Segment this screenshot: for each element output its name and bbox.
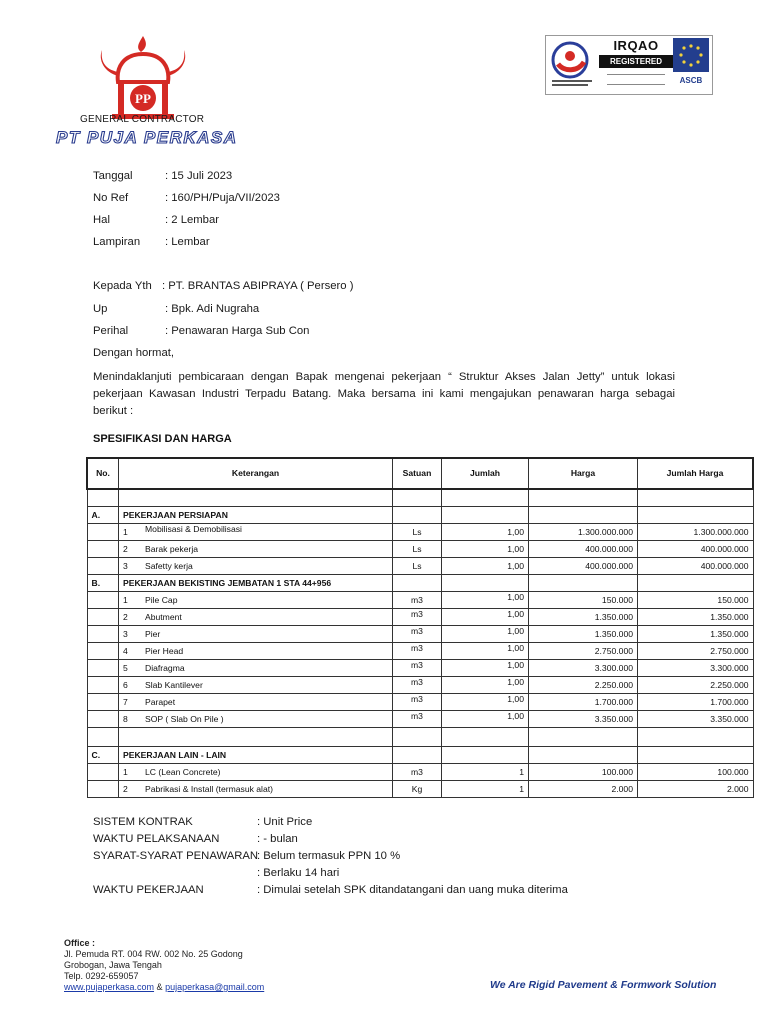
term-value-sistem-kontrak: : Unit Price bbox=[257, 816, 313, 828]
item-unit: m3 bbox=[411, 609, 423, 619]
irqao-name: IRQAO bbox=[613, 38, 659, 53]
field-value-up: : Bpk. Adi Nugraha bbox=[165, 303, 260, 315]
table-row bbox=[87, 643, 753, 660]
website-link[interactable]: www.pujaperkasa.com bbox=[64, 982, 155, 992]
item-price: 1.700.000 bbox=[529, 694, 638, 711]
item-unit: m3 bbox=[411, 660, 423, 670]
paragraph-line: Menindaklanjuti pembicaraan dengan Bapak mengenai pekerjaan “ Struktur Akses Jalan Jetty” untuk lokasi bbox=[93, 371, 675, 383]
item-total: 1.700.000 bbox=[638, 694, 754, 711]
spec-title: SPESIFIKASI DAN HARGA bbox=[93, 433, 232, 445]
item-price: 3.350.000 bbox=[529, 711, 638, 728]
item-qty: 1,00 bbox=[442, 524, 529, 541]
item-description: SOP ( Slab On Pile ) bbox=[145, 714, 224, 724]
col-header-satuan: Satuan bbox=[393, 458, 442, 489]
field-value-lampiran: : Lembar bbox=[165, 236, 210, 248]
table-section-row bbox=[87, 747, 753, 764]
item-qty: 1,00 bbox=[507, 694, 524, 704]
item-description: Safetty kerja bbox=[145, 561, 193, 571]
item-description: Pile Cap bbox=[145, 595, 178, 605]
field-value-tanggal: : 15 Juli 2023 bbox=[165, 170, 233, 182]
item-number: 1 bbox=[123, 527, 128, 537]
col-header-harga: Harga bbox=[529, 458, 638, 489]
divider bbox=[607, 74, 665, 75]
item-number: 3 bbox=[123, 561, 128, 571]
term-value-waktu-pelaksanaan: : - bulan bbox=[257, 833, 298, 845]
section-title: PEKERJAAN PERSIAPAN bbox=[119, 507, 393, 524]
section-title: PEKERJAAN BEKISTING JEMBATAN 1 STA 44+956 bbox=[119, 575, 393, 592]
col-header-jumlah: Jumlah bbox=[442, 458, 529, 489]
office-phone: Telp. 0292-659057 bbox=[64, 971, 139, 981]
field-label-lampiran: Lampiran bbox=[93, 236, 141, 248]
item-total: 2.250.000 bbox=[638, 677, 754, 694]
office-address-block bbox=[64, 938, 264, 993]
item-total: 400.000.000 bbox=[638, 541, 754, 558]
logo-pp-text: PP bbox=[135, 91, 151, 106]
item-number: 8 bbox=[123, 714, 128, 724]
company-subtitle: GENERAL CONTRACTOR bbox=[80, 114, 205, 125]
item-total: 400.000.000 bbox=[638, 558, 754, 575]
item-price: 150.000 bbox=[529, 592, 638, 609]
table-row bbox=[87, 541, 753, 558]
item-price: 2.250.000 bbox=[529, 677, 638, 694]
field-value-noref: : 160/PH/Puja/VII/2023 bbox=[165, 192, 280, 204]
item-price: 100.000 bbox=[529, 764, 638, 781]
table-row bbox=[87, 694, 753, 711]
term-label-syarat: SYARAT-SYARAT PENAWARAN bbox=[93, 850, 259, 862]
item-number: 2 bbox=[123, 784, 128, 794]
item-total: 2.750.000 bbox=[638, 643, 754, 660]
item-total: 3.300.000 bbox=[638, 660, 754, 677]
item-qty: 1,00 bbox=[507, 660, 524, 670]
ascb-logo bbox=[673, 38, 709, 90]
field-value-kepada: : PT. BRANTAS ABIPRAYA ( Persero ) bbox=[162, 280, 354, 292]
table-row-empty bbox=[87, 489, 753, 507]
table-row bbox=[87, 764, 753, 781]
item-unit: m3 bbox=[411, 626, 423, 636]
item-description: Slab Kantilever bbox=[145, 680, 203, 690]
company-name: PT PUJA PERKASA bbox=[56, 128, 238, 147]
office-address-line: Jl. Pemuda RT. 004 RW. 002 No. 25 Godong bbox=[64, 949, 243, 959]
item-qty: 1,00 bbox=[442, 558, 529, 575]
item-total: 1.300.000.000 bbox=[638, 524, 754, 541]
section-code: A. bbox=[87, 507, 119, 524]
table-row bbox=[87, 626, 753, 643]
item-qty: 1,00 bbox=[442, 541, 529, 558]
eu-stars-icon bbox=[673, 38, 709, 90]
item-qty: 1,00 bbox=[507, 643, 524, 653]
field-value-hal: : 2 Lembar bbox=[165, 214, 220, 226]
item-qty: 1,00 bbox=[507, 592, 524, 602]
field-label-noref: No Ref bbox=[93, 192, 129, 204]
field-label-kepada: Kepada Yth bbox=[93, 280, 152, 292]
item-description: LC (Lean Concrete) bbox=[145, 767, 221, 777]
item-unit: Ls bbox=[393, 541, 442, 558]
table-header-row bbox=[87, 458, 753, 489]
item-unit: m3 bbox=[411, 643, 423, 653]
table-row bbox=[87, 524, 753, 541]
item-total: 2.000 bbox=[638, 781, 754, 798]
item-number: 4 bbox=[123, 646, 128, 656]
item-number: 3 bbox=[123, 629, 128, 639]
field-label-hal: Hal bbox=[93, 214, 110, 226]
item-unit: m3 bbox=[393, 592, 442, 609]
item-number: 2 bbox=[123, 544, 128, 554]
table-row bbox=[87, 558, 753, 575]
table-row bbox=[87, 781, 753, 798]
item-total: 150.000 bbox=[638, 592, 754, 609]
office-address-line: Grobogan, Jawa Tengah bbox=[64, 960, 162, 970]
office-title: Office : bbox=[64, 938, 96, 948]
divider bbox=[607, 84, 665, 85]
term-value-syarat: : Belum termasuk PPN 10 % bbox=[257, 850, 401, 862]
company-tagline: We Are Rigid Pavement & Formwork Solution bbox=[490, 979, 717, 991]
item-unit: m3 bbox=[411, 677, 423, 687]
item-unit: m3 bbox=[393, 764, 442, 781]
field-label-up: Up bbox=[93, 303, 108, 315]
table-section-row bbox=[87, 507, 753, 524]
table-section-row bbox=[87, 575, 753, 592]
item-description: Pabrikasi & Install (termasuk alat) bbox=[145, 784, 273, 794]
item-price: 1.300.000.000 bbox=[529, 524, 638, 541]
table-row bbox=[87, 609, 753, 626]
field-value-perihal: : Penawaran Harga Sub Con bbox=[165, 325, 310, 337]
item-price: 2.000 bbox=[529, 781, 638, 798]
greeting: Dengan hormat, bbox=[93, 347, 175, 359]
paragraph-line: berikut : bbox=[93, 405, 134, 417]
item-total: 1.350.000 bbox=[638, 626, 754, 643]
item-unit: Ls bbox=[393, 524, 442, 541]
item-unit: Kg bbox=[393, 781, 442, 798]
section-code: B. bbox=[87, 575, 119, 592]
item-qty: 1,00 bbox=[507, 677, 524, 687]
table-row bbox=[87, 592, 753, 609]
col-header-jumlah-harga: Jumlah Harga bbox=[638, 458, 754, 489]
item-qty: 1 bbox=[442, 764, 529, 781]
item-total: 3.350.000 bbox=[638, 711, 754, 728]
item-qty: 1,00 bbox=[507, 711, 524, 721]
item-number: 5 bbox=[123, 663, 128, 673]
item-number: 1 bbox=[123, 767, 128, 777]
col-header-no: No. bbox=[87, 458, 119, 489]
item-qty: 1,00 bbox=[507, 609, 524, 619]
item-price: 2.750.000 bbox=[529, 643, 638, 660]
irqao-mark bbox=[599, 38, 673, 90]
item-price: 3.300.000 bbox=[529, 660, 638, 677]
item-unit: Ls bbox=[393, 558, 442, 575]
item-price: 1.350.000 bbox=[529, 609, 638, 626]
iso-seal-icon bbox=[548, 38, 598, 90]
section-code: C. bbox=[87, 747, 119, 764]
section-title: PEKERJAAN LAIN - LAIN bbox=[119, 747, 393, 764]
col-header-keterangan: Keterangan bbox=[119, 458, 393, 489]
item-description: Parapet bbox=[145, 697, 176, 707]
field-label-tanggal: Tanggal bbox=[93, 170, 133, 182]
certification-badge bbox=[545, 35, 713, 95]
item-price: 400.000.000 bbox=[529, 558, 638, 575]
item-qty: 1,00 bbox=[507, 626, 524, 636]
table-row bbox=[87, 660, 753, 677]
item-number: 7 bbox=[123, 697, 128, 707]
field-label-perihal: Perihal bbox=[93, 325, 129, 337]
item-price: 1.350.000 bbox=[529, 626, 638, 643]
item-number: 6 bbox=[123, 680, 128, 690]
item-description: Diafragma bbox=[145, 663, 185, 673]
item-description: Abutment bbox=[145, 612, 182, 622]
item-description: Pier bbox=[145, 629, 161, 639]
table-row bbox=[87, 677, 753, 694]
item-total: 1.350.000 bbox=[638, 609, 754, 626]
item-qty: 1 bbox=[442, 781, 529, 798]
item-price: 400.000.000 bbox=[529, 541, 638, 558]
term-value-waktu-pekerjaan: : Dimulai setelah SPK ditandatangani dan uang muka diterima bbox=[257, 884, 568, 896]
term-label-sistem-kontrak: SISTEM KONTRAK bbox=[93, 816, 193, 828]
item-unit: m3 bbox=[411, 711, 423, 721]
item-total: 100.000 bbox=[638, 764, 754, 781]
paragraph-line: pekerjaan Kawasan Industri Terpadu Batang. Maka bersama ini kami mengajukan penawaran harga sebagai bbox=[93, 388, 675, 400]
table-row bbox=[87, 711, 753, 728]
price-table bbox=[86, 457, 754, 798]
term-value-berlaku: : Berlaku 14 hari bbox=[257, 867, 340, 879]
item-description: Barak pekerja bbox=[145, 544, 199, 554]
item-number: 1 bbox=[123, 595, 128, 605]
item-description: Mobilisasi & Demobilisasi bbox=[145, 524, 242, 534]
link-separator: & bbox=[154, 982, 166, 992]
table-row-empty bbox=[87, 728, 753, 747]
irqao-registered: REGISTERED bbox=[599, 55, 673, 68]
term-label-waktu-pekerjaan: WAKTU PEKERJAAN bbox=[93, 884, 204, 896]
item-description: Pier Head bbox=[145, 646, 184, 656]
term-label-waktu-pelaksanaan: WAKTU PELAKSANAAN bbox=[93, 833, 220, 845]
item-unit: m3 bbox=[411, 694, 423, 704]
ascb-text: ASCB bbox=[679, 76, 703, 85]
email-link[interactable]: pujaperkasa@gmail.com bbox=[165, 982, 265, 992]
item-number: 2 bbox=[123, 612, 128, 622]
